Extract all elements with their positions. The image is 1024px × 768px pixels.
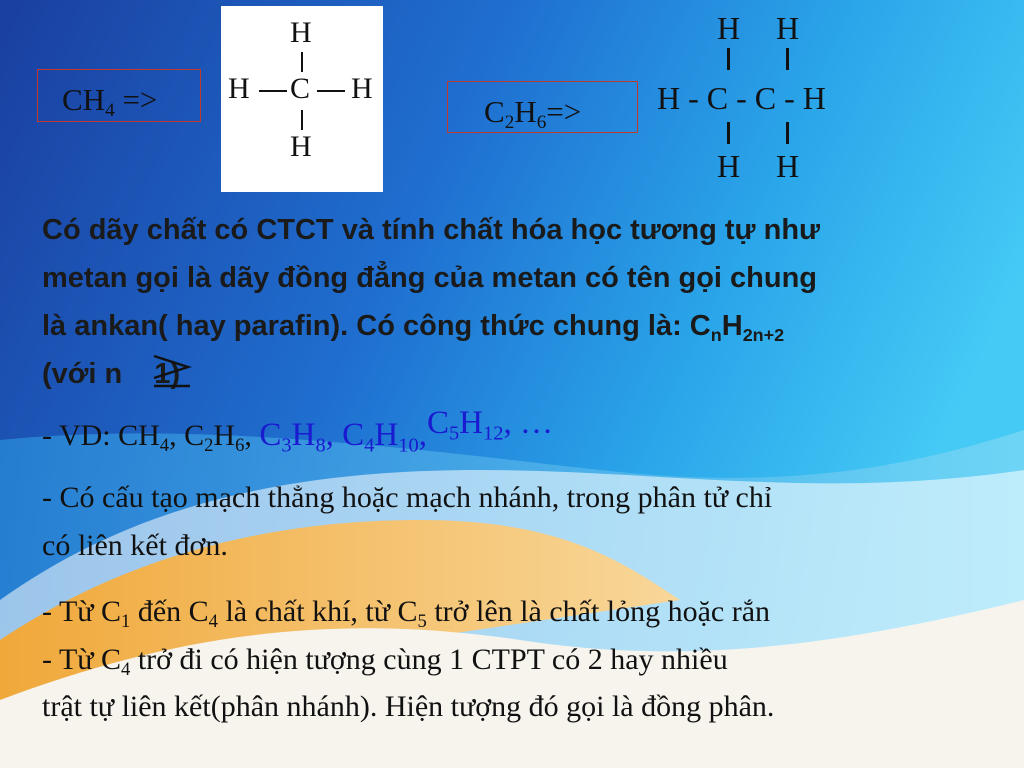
c2h6-label-box: [447, 81, 638, 133]
ethane-bond-bottom1: [727, 122, 730, 144]
c2h6-label-text: $C_2H_6=>$: [484, 94, 582, 134]
examples-line: - VD: $CH_4$, $C_2H_6$, $C_3H_8$, $C_4H_{10},C_5H_{12}$, …: [42, 405, 553, 457]
definition-line-1: Có dãy chất có CTCT và tính chất hóa học tương tự như: [42, 214, 821, 246]
ch4-label-text: $CH_4$ =>: [62, 82, 158, 122]
methane-center-c: C: [290, 72, 311, 105]
ethane-top-h2: H: [776, 10, 800, 46]
methane-bond-right: [317, 90, 345, 92]
structure-note-line-1: - Có cấu tạo mạch thẳng hoặc mạch nhánh, trong phân tử chỉ: [42, 481, 773, 514]
ethane-structure: [650, 8, 880, 188]
alkane-definition: [42, 206, 1012, 398]
methane-bond-top: [301, 52, 303, 72]
methane-bond-left: [259, 90, 287, 92]
ethane-middle-chain: H - C - C - H: [657, 80, 826, 116]
definition-line-2: metan gọi là dãy đồng đẳng của metan có tên gọi chung: [42, 262, 818, 294]
ethane-top-h1: H: [717, 10, 741, 46]
state-note: - Từ $C_1$ đến $C_4$ là chất khí, từ $C_5$ trở lên là chất lỏng hoặc rắn: [42, 595, 771, 632]
methane-right-h: H: [351, 72, 373, 105]
definition-n-value: 1: [154, 358, 171, 390]
example-c3h8: $C_3H_8$, $C_4H_{10}$,: [259, 417, 427, 457]
example-c5h12: $C_5H_{12}$, …: [426, 405, 553, 445]
methane-bottom-h: H: [290, 130, 312, 163]
ethane-bond-bottom2: [786, 122, 789, 144]
greater-equal-icon: [150, 352, 194, 392]
methane-top-h: H: [290, 16, 312, 49]
definition-line-3: là ankan( hay parafin). Có công thức chung là: $C_nH_{2n+2}$: [42, 310, 785, 345]
ch4-label-box: [37, 69, 201, 122]
definition-line-4: (với n 1): [42, 350, 1012, 398]
isomer-note-line-1: - Từ $C_4$ trở đi có hiện tượng cùng 1 CTPT có 2 hay nhiều: [42, 643, 728, 680]
isomer-note-line-2: trật tự liên kết(phân nhánh). Hiện tượng đó gọi là đồng phân.: [42, 690, 775, 723]
ethane-bottom-h2: H: [776, 148, 800, 184]
ethane-bond-top2: [786, 48, 789, 70]
methane-bond-bottom: [301, 110, 303, 130]
structure-note-line-2: có liên kết đơn.: [42, 529, 228, 562]
ethane-bottom-h1: H: [717, 148, 741, 184]
methane-left-h: H: [228, 72, 250, 105]
ethane-bond-top1: [727, 48, 730, 70]
methane-structure: [221, 6, 383, 192]
